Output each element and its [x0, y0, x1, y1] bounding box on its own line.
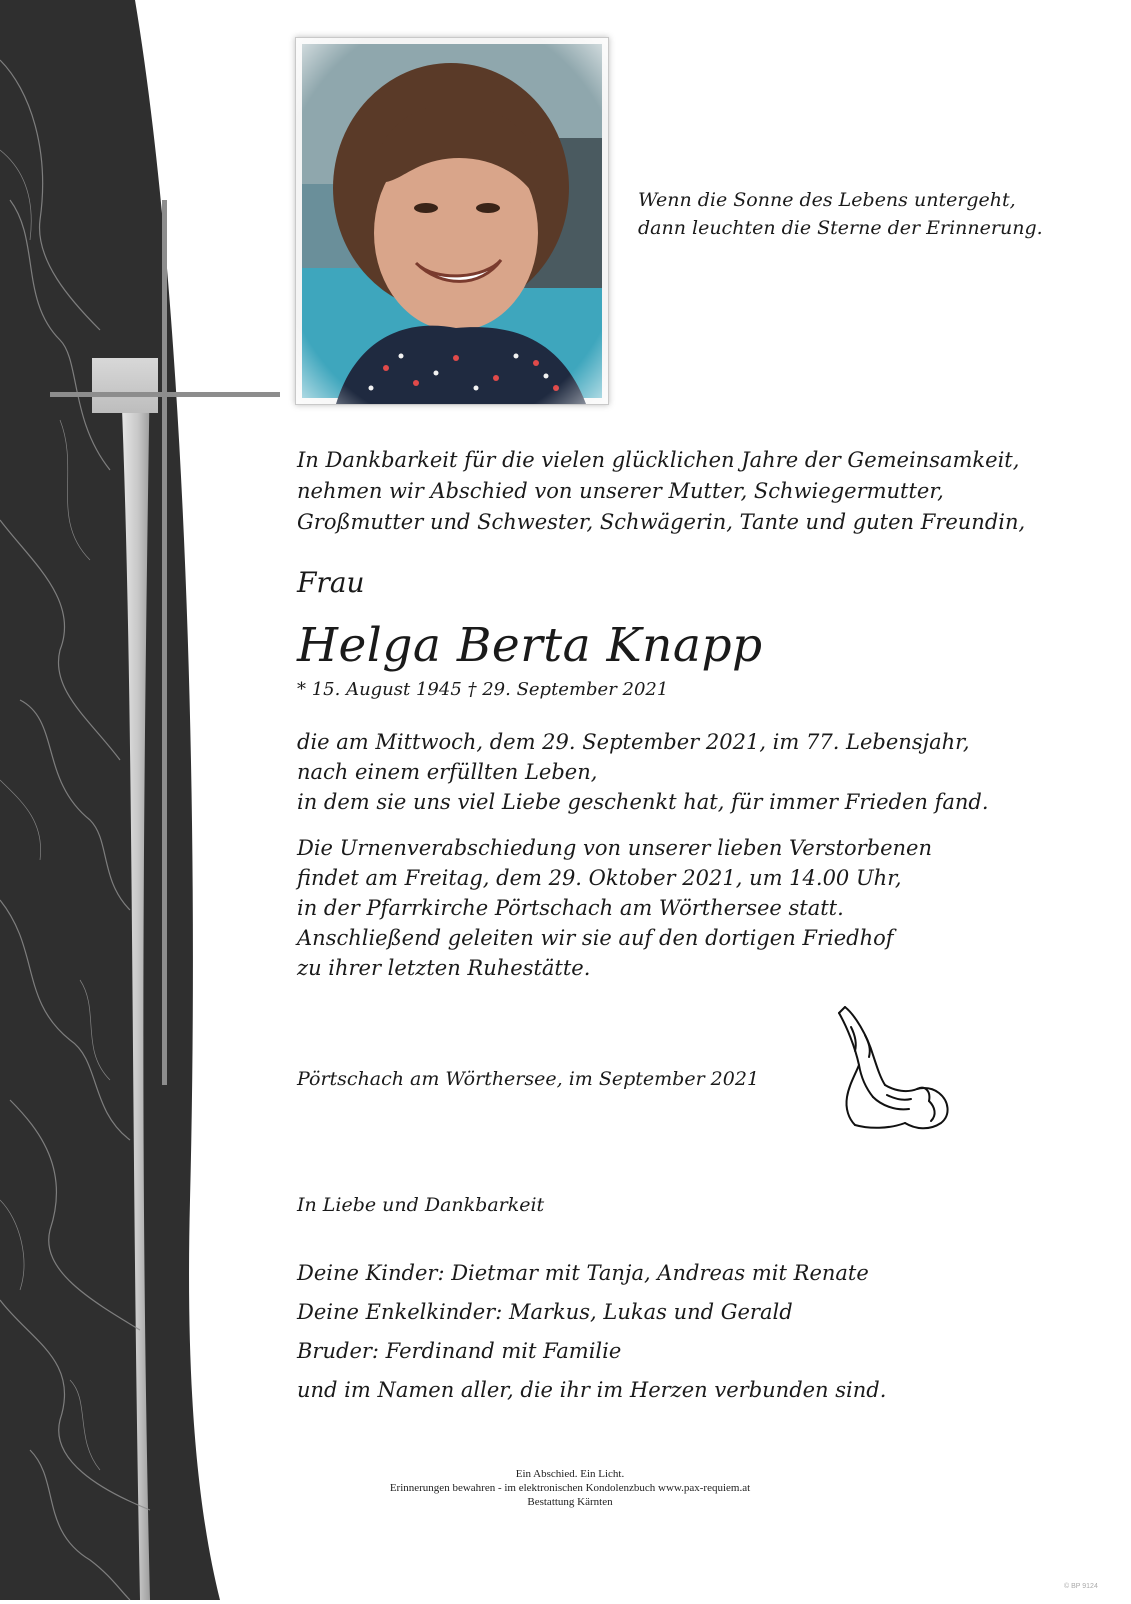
salutation: Frau: [297, 566, 365, 599]
ceremony-line: in der Pfarrkirche Pörtschach am Wörthersee statt.: [297, 896, 844, 920]
greeting: In Liebe und Dankbarkeit: [297, 1194, 545, 1216]
print-code: © BP 9124: [1064, 1583, 1098, 1590]
intro-line: Großmutter und Schwester, Schwägerin, Tante und guten Freundin,: [297, 510, 1026, 534]
cross-base-block: [92, 358, 158, 413]
ceremony-line: findet am Freitag, dem 29. Oktober 2021, um 14.00 Uhr,: [297, 866, 902, 890]
cross-bar: [50, 392, 280, 397]
intro-line: In Dankbarkeit für die vielen glücklichen Jahre der Gemeinsamkeit,: [297, 448, 1020, 472]
family-list: [297, 1254, 886, 1410]
memorial-quote: [638, 186, 1098, 242]
passing-line: in dem sie uns viel Liebe geschenkt hat, für immer Frieden fand.: [297, 790, 989, 814]
footer: [320, 1467, 820, 1509]
footer-line: Erinnerungen bewahren - im elektronischen Kondolenzbuch www.pax-requiem.at: [389, 1482, 751, 1494]
deceased-name: Helga Berta Knapp: [297, 618, 763, 673]
cross-icon: [162, 200, 167, 1085]
footer-line: Ein Abschied. Ein Licht.: [515, 1468, 625, 1480]
ceremony-line: zu ihrer letzten Ruhestätte.: [297, 956, 591, 980]
intro-paragraph: [297, 445, 1025, 538]
intro-line: nehmen wir Abschied von unserer Mutter, Schwiegermutter,: [297, 479, 944, 503]
praying-hands-icon: [825, 1005, 965, 1135]
ceremony-line: Die Urnenverabschiedung von unserer lieben Verstorbenen: [297, 836, 933, 860]
quote-line: dann leuchten die Sterne der Erinnerung.: [638, 217, 1043, 239]
footer-line: Bestattung Kärnten: [527, 1496, 613, 1508]
ceremony-line: Anschließend geleiten wir sie auf den dortigen Friedhof: [297, 926, 894, 950]
passing-line: die am Mittwoch, dem 29. September 2021, im 77. Lebensjahr,: [297, 730, 970, 754]
place-date: Pörtschach am Wörthersee, im September 2021: [297, 1068, 760, 1090]
family-line: und im Namen aller, die ihr im Herzen verbunden sind.: [297, 1378, 887, 1402]
life-dates: * 15. August 1945 † 29. September 2021: [297, 679, 669, 700]
portrait-photo: [295, 37, 609, 405]
family-line: Deine Kinder: Dietmar mit Tanja, Andreas mit Renate: [297, 1261, 869, 1285]
passing-paragraph: [297, 727, 989, 817]
marble-panel-icon: [0, 0, 240, 1600]
family-line: Deine Enkelkinder: Markus, Lukas und Gerald: [297, 1300, 793, 1324]
passing-line: nach einem erfüllten Leben,: [297, 760, 598, 784]
family-line: Bruder: Ferdinand mit Familie: [297, 1339, 622, 1363]
ceremony-paragraph: [297, 833, 932, 983]
quote-line: Wenn die Sonne des Lebens untergeht,: [638, 189, 1016, 211]
